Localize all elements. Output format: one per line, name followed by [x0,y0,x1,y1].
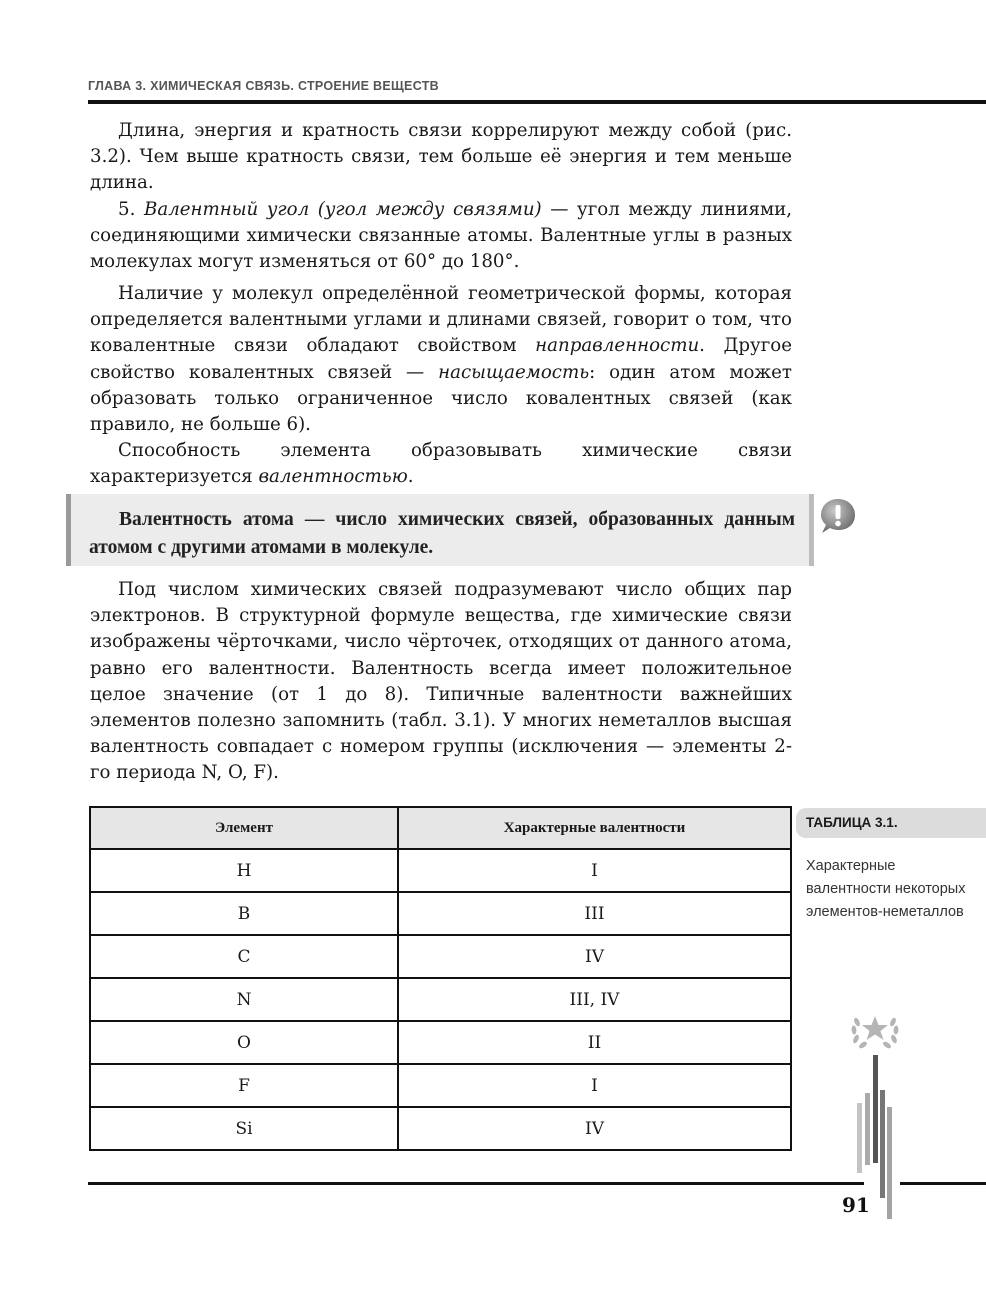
table-row [90,1021,791,1064]
callout-definition-text: Валентность атома — число химических связей, образованных данным атомом с другими атомами в молекуле. [89,509,795,558]
exclamation-speech-bubble-icon [818,496,858,536]
header-rule [88,100,986,104]
table-row [90,935,791,978]
footer-rule-right [900,1182,986,1185]
table-row [90,892,791,935]
table-caption-label: ТАБЛИЦА 3.1. [806,815,898,830]
paragraph-correlation: Длина, энергия и кратность связи коррелируют между собой (рис. 3.2). Чем выше кратность связи, тем больше её энергия и тем меньше длина. [90,120,792,194]
cell-valence: IV [398,935,791,978]
cell-valence: I [398,1064,791,1107]
text-fragment: Наличие у молекул определённой геометрической формы, которая определяется валентными углами и длинами связей, говорит о том, что ковалентные связи обладают свойством [90,283,792,357]
text-fragment: . [407,466,414,488]
definition-text: — угол между линиями, соединяющими химически связанные атомы. Валентные углы в разных молекулах могут изменяться от 60° до 180°. [90,198,793,273]
table-row [90,978,791,1021]
term-valence: валентностью [258,466,408,488]
footer-rule-left [88,1182,864,1185]
cell-valence: II [398,1021,791,1064]
paragraph-directionality [90,281,792,438]
table-row [90,1064,791,1107]
cell-element: O [90,1021,398,1064]
text-fragment: Способность элемента образовывать химические связи характеризуется [90,440,792,488]
term-saturation: насыщаемость [438,361,590,383]
cell-element: N [90,978,398,1021]
cell-valence: III, IV [398,978,791,1021]
section-bond-properties [90,118,792,275]
term-directionality: направленности [535,335,700,357]
paragraph-valence-angle [90,197,792,276]
cell-element: B [90,892,398,935]
table-header-row [90,807,791,849]
table-caption-description: Характерные валентности некоторых элементов-неметаллов [806,858,966,920]
cell-valence: IV [398,1107,791,1150]
cell-valence: III [398,892,791,935]
text-fragment: : один атом может образовать только ограниченное число ковалентных связей (как правило, не больше 6). [90,361,792,436]
cell-element: C [90,935,398,978]
paragraph-valence-intro [90,438,792,490]
text-fragment: . Другое свойство ковалентных связей — [90,335,792,383]
cell-element: Si [90,1107,398,1150]
cell-valence: I [398,849,791,892]
cell-element: H [90,849,398,892]
page-number: 91 [842,1193,870,1217]
term-valence-angle: Валентный угол (угол между связями) [143,198,542,220]
section-valence-explanation [90,577,792,787]
definition-callout [66,494,814,566]
running-head: ГЛАВА 3. ХИМИЧЕСКАЯ СВЯЗЬ. СТРОЕНИЕ ВЕЩЕСТВ [88,79,439,93]
item-number: 5. [118,198,144,220]
paragraph-valence-explanation: Под числом химических связей подразумевают число общих пар электронов. В структурной формуле вещества, где химические связи изображены чёрточками, число чёрточек, отходящих от данного атома, равно его валентности. Валентность всегда имеет положительное целое значение (от 1 до 8). Типичные валентности важнейших элементов полезно запомнить (табл. 3.1). У многих неметаллов высшая валентность совпадает с номером группы (исключения — элементы 2-го периода N, O, F). [90,579,792,784]
header-valences: Характерные валентности [398,807,791,849]
table-row [90,1107,791,1150]
header-element: Элемент [90,807,398,849]
section-directionality [90,281,792,491]
table-row [90,849,791,892]
cell-element: F [90,1064,398,1107]
valence-table [89,806,792,1151]
